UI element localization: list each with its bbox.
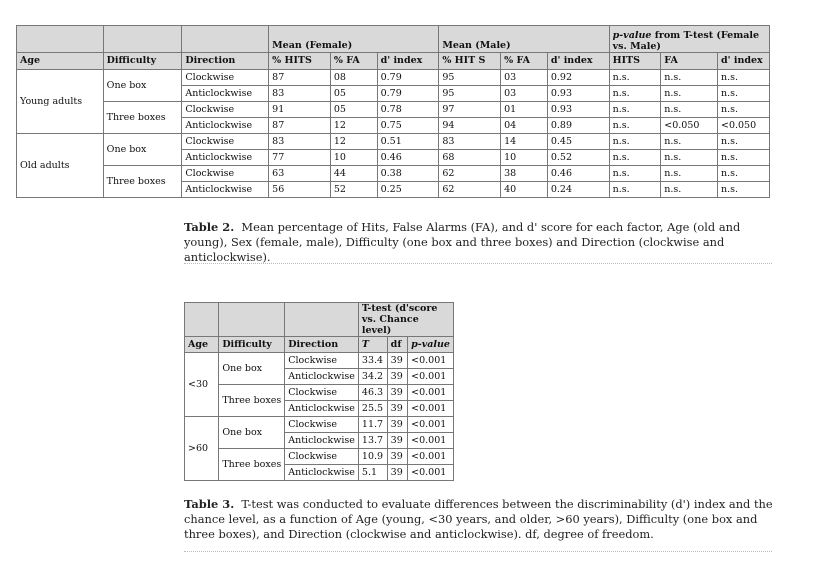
direction-cell: Anticlockwise — [285, 369, 359, 385]
direction-cell: Clockwise — [182, 166, 269, 182]
value-cell: 0.45 — [547, 134, 609, 150]
value-cell: <0.001 — [408, 353, 454, 369]
table2-caption-text: Mean percentage of Hits, False Alarms (FA), and d' score for each factor, Age (old and young), Sex (female, male), Difficulty (one box and three boxes) and Direction (clockwise and anticlockwise). — [184, 220, 741, 264]
value-cell: 0.46 — [377, 150, 439, 166]
table2-col-fa-female: % FA — [330, 53, 377, 70]
value-cell: 34.2 — [358, 369, 387, 385]
value-cell: <0.001 — [408, 433, 454, 449]
difficulty-cell: Three boxes — [103, 102, 182, 134]
direction-cell: Anticlockwise — [285, 433, 359, 449]
difficulty-cell: One box — [103, 134, 182, 166]
value-cell: <0.001 — [408, 465, 454, 481]
value-cell: <0.001 — [408, 417, 454, 433]
value-cell: 0.79 — [377, 70, 439, 86]
value-cell: 05 — [330, 102, 377, 118]
value-cell: 39 — [387, 449, 407, 465]
table2-col-hits-female: % HITS — [269, 53, 331, 70]
value-cell: 62 — [439, 166, 501, 182]
table2-col-difficulty: Difficulty — [103, 53, 182, 70]
table2-group-header-row — [17, 26, 770, 53]
difficulty-cell: Three boxes — [219, 449, 285, 481]
value-cell: 46.3 — [358, 385, 387, 401]
table3-col-pvalue: p-value — [408, 337, 454, 353]
value-cell: 0.51 — [377, 134, 439, 150]
value-cell: n.s. — [717, 134, 769, 150]
table-row — [185, 449, 454, 465]
value-cell: 39 — [387, 385, 407, 401]
value-cell: 39 — [387, 417, 407, 433]
table2-col-p-fa: FA — [661, 53, 718, 70]
value-cell: n.s. — [717, 150, 769, 166]
value-cell: 0.24 — [547, 182, 609, 198]
difficulty-cell: One box — [219, 353, 285, 385]
table-row — [185, 385, 454, 401]
value-cell: 95 — [439, 70, 501, 86]
value-cell: n.s. — [717, 86, 769, 102]
value-cell: 83 — [269, 134, 331, 150]
value-cell: 08 — [330, 70, 377, 86]
table2-col-p-d: d' index — [717, 53, 769, 70]
value-cell: 05 — [330, 86, 377, 102]
value-cell: 13.7 — [358, 433, 387, 449]
table2-caption — [184, 220, 774, 265]
value-cell: 12 — [330, 134, 377, 150]
value-cell: 38 — [501, 166, 548, 182]
value-cell: n.s. — [717, 182, 769, 198]
value-cell: <0.050 — [717, 118, 769, 134]
table3-col-t: T — [358, 337, 387, 353]
value-cell: <0.050 — [661, 118, 718, 134]
value-cell: n.s. — [717, 70, 769, 86]
value-cell: 91 — [269, 102, 331, 118]
table2-divider — [184, 263, 772, 264]
direction-cell: Anticlockwise — [182, 118, 269, 134]
table2-col-fa-male: % FA — [501, 53, 548, 70]
value-cell: 39 — [387, 465, 407, 481]
value-cell: 04 — [501, 118, 548, 134]
value-cell: 10 — [330, 150, 377, 166]
table3-group-header-row — [185, 303, 454, 337]
value-cell: 39 — [387, 401, 407, 417]
difficulty-cell: One box — [219, 417, 285, 449]
value-cell: n.s. — [661, 86, 718, 102]
value-cell: 0.89 — [547, 118, 609, 134]
value-cell: 0.46 — [547, 166, 609, 182]
table2-col-hits-male: % HIT S — [439, 53, 501, 70]
table-row — [17, 134, 770, 150]
value-cell: 14 — [501, 134, 548, 150]
table2-caption-label: Table 2. — [184, 220, 235, 234]
value-cell: <0.001 — [408, 385, 454, 401]
table2-col-d-male: d' index — [547, 53, 609, 70]
table3-col-age: Age — [185, 337, 219, 353]
direction-cell: Anticlockwise — [182, 150, 269, 166]
age-group-cell: Old adults — [17, 134, 104, 198]
value-cell: 0.25 — [377, 182, 439, 198]
age-group-cell: Young adults — [17, 70, 104, 134]
table2-pvalue-suffix: from T-test (Female vs. Male) — [612, 30, 760, 52]
value-cell: n.s. — [609, 86, 661, 102]
value-cell: 94 — [439, 118, 501, 134]
value-cell: 62 — [439, 182, 501, 198]
value-cell: 97 — [439, 102, 501, 118]
value-cell: 39 — [387, 433, 407, 449]
value-cell: 0.79 — [377, 86, 439, 102]
value-cell: n.s. — [609, 166, 661, 182]
direction-cell: Clockwise — [285, 417, 359, 433]
value-cell: 0.38 — [377, 166, 439, 182]
table3-ttest-header: T-test (d'score vs. Chance level) — [358, 303, 453, 337]
value-cell: 77 — [269, 150, 331, 166]
value-cell: 0.92 — [547, 70, 609, 86]
value-cell: n.s. — [609, 102, 661, 118]
value-cell: 0.75 — [377, 118, 439, 134]
direction-cell: Anticlockwise — [182, 86, 269, 102]
difficulty-cell: One box — [103, 70, 182, 102]
value-cell: 52 — [330, 182, 377, 198]
value-cell: 83 — [269, 86, 331, 102]
value-cell: 25.5 — [358, 401, 387, 417]
value-cell: 83 — [439, 134, 501, 150]
table2-empty-header — [17, 26, 104, 53]
table3-column-header-row — [185, 337, 454, 353]
value-cell: 5.1 — [358, 465, 387, 481]
value-cell: 0.78 — [377, 102, 439, 118]
value-cell: n.s. — [717, 166, 769, 182]
direction-cell: Clockwise — [285, 353, 359, 369]
value-cell: <0.001 — [408, 369, 454, 385]
value-cell: n.s. — [717, 102, 769, 118]
direction-cell: Anticlockwise — [182, 182, 269, 198]
table2-column-header-row — [17, 53, 770, 70]
direction-cell: Clockwise — [285, 385, 359, 401]
value-cell: 0.93 — [547, 86, 609, 102]
value-cell: n.s. — [661, 134, 718, 150]
value-cell: 0.52 — [547, 150, 609, 166]
value-cell: 39 — [387, 369, 407, 385]
value-cell: 87 — [269, 70, 331, 86]
value-cell: n.s. — [661, 102, 718, 118]
value-cell: n.s. — [661, 182, 718, 198]
direction-cell: Clockwise — [182, 102, 269, 118]
age-group-cell: >60 — [185, 417, 219, 481]
value-cell: 12 — [330, 118, 377, 134]
table-row — [185, 353, 454, 369]
table3-col-difficulty: Difficulty — [219, 337, 285, 353]
value-cell: n.s. — [661, 150, 718, 166]
value-cell: 03 — [501, 70, 548, 86]
direction-cell: Clockwise — [182, 70, 269, 86]
value-cell: n.s. — [609, 150, 661, 166]
value-cell: 10.9 — [358, 449, 387, 465]
value-cell: 87 — [269, 118, 331, 134]
table3-caption — [184, 497, 774, 542]
table3-col-df: df — [387, 337, 407, 353]
difficulty-cell: Three boxes — [103, 166, 182, 198]
value-cell: 63 — [269, 166, 331, 182]
value-cell: <0.001 — [408, 449, 454, 465]
value-cell: 10 — [501, 150, 548, 166]
table2-pvalue-header — [609, 26, 769, 53]
table2-col-age: Age — [17, 53, 104, 70]
difficulty-cell: Three boxes — [219, 385, 285, 417]
table3-body — [185, 353, 454, 481]
value-cell: 40 — [501, 182, 548, 198]
table2-mean-male-header: Mean (Male) — [439, 26, 609, 53]
value-cell: 56 — [269, 182, 331, 198]
table3-col-direction: Direction — [285, 337, 359, 353]
direction-cell: Clockwise — [285, 449, 359, 465]
table2-body — [17, 70, 770, 198]
table3-caption-label: Table 3. — [184, 497, 235, 511]
value-cell: 0.93 — [547, 102, 609, 118]
table-row — [17, 102, 770, 118]
table-row — [185, 417, 454, 433]
table2-col-d-female: d' index — [377, 53, 439, 70]
value-cell: n.s. — [609, 70, 661, 86]
table-row — [17, 166, 770, 182]
table3-divider — [184, 551, 772, 552]
direction-cell: Anticlockwise — [285, 401, 359, 417]
table-2 — [16, 25, 770, 198]
direction-cell: Clockwise — [182, 134, 269, 150]
value-cell: n.s. — [661, 70, 718, 86]
table2-col-p-hits: HITS — [609, 53, 661, 70]
value-cell: 44 — [330, 166, 377, 182]
value-cell: <0.001 — [408, 401, 454, 417]
table-3 — [184, 302, 454, 481]
value-cell: 33.4 — [358, 353, 387, 369]
value-cell: 39 — [387, 353, 407, 369]
age-group-cell: <30 — [185, 353, 219, 417]
value-cell: n.s. — [609, 118, 661, 134]
value-cell: 01 — [501, 102, 548, 118]
value-cell: 95 — [439, 86, 501, 102]
value-cell: 11.7 — [358, 417, 387, 433]
value-cell: n.s. — [661, 166, 718, 182]
value-cell: n.s. — [609, 182, 661, 198]
table2-col-direction: Direction — [182, 53, 269, 70]
table2-mean-female-header: Mean (Female) — [269, 26, 439, 53]
direction-cell: Anticlockwise — [285, 465, 359, 481]
value-cell: 68 — [439, 150, 501, 166]
table2-pvalue-prefix: p-value — [612, 30, 652, 41]
value-cell: n.s. — [609, 134, 661, 150]
table-row — [17, 70, 770, 86]
table3-caption-text: T-test was conducted to evaluate differences between the discriminability (d') index and the chance level, as a function of Age (young, <30 years, and older, >60 years), Difficulty (one box and three boxes), and Direction (clockwise and anticlockwise). df, degree of freedom. — [184, 497, 773, 541]
value-cell: 03 — [501, 86, 548, 102]
